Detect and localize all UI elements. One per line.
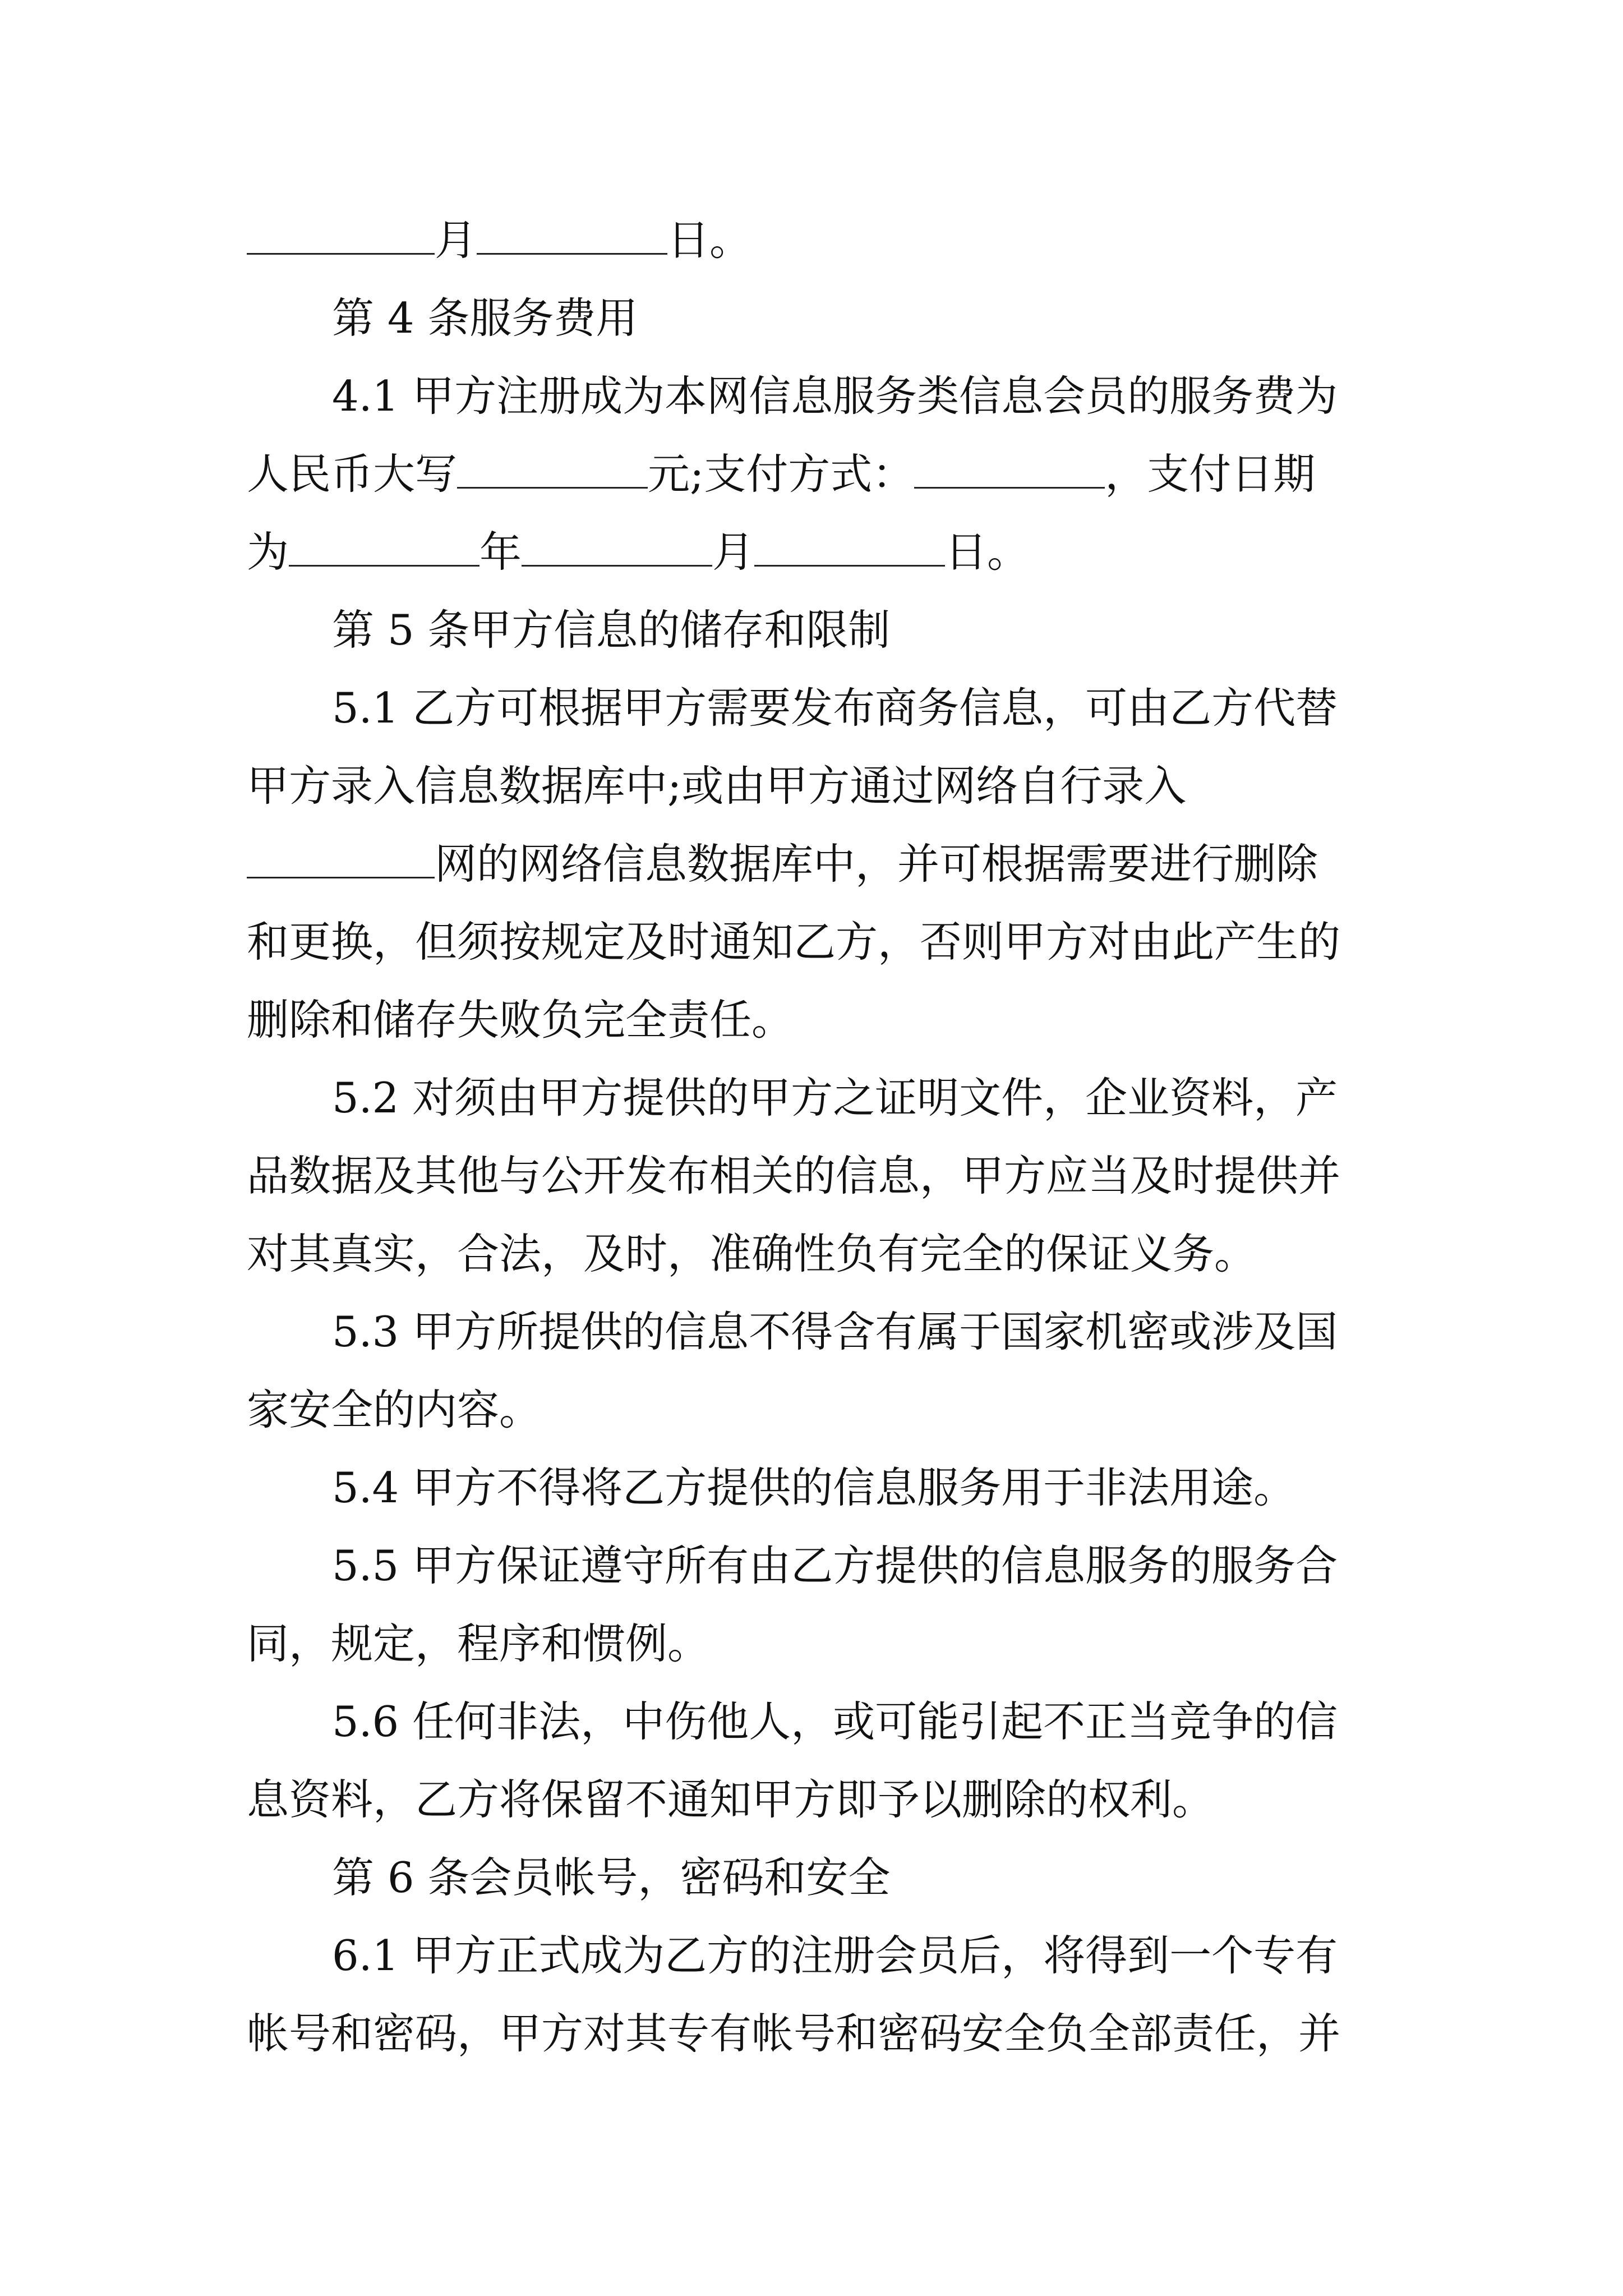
article-heading-text: 第 5 条甲方信息的储存和限制 xyxy=(332,605,891,655)
contract-text: 5.1 乙方可根据甲方需要发布商务信息，可由乙方代替 xyxy=(332,683,1338,733)
contract-line-11 xyxy=(247,986,1380,1053)
fill-blank xyxy=(522,532,712,567)
contract-text: 6.1 甲方正式成为乙方的注册会员后，将得到一个专有 xyxy=(332,1931,1338,1980)
contract-text: 品数据及其他与公开发布相关的信息，甲方应当及时提供并 xyxy=(247,1151,1341,1200)
article-heading-text: 第 4 条服务费用 xyxy=(332,293,638,343)
contract-text: 月 xyxy=(435,215,477,265)
contract-text: 日。 xyxy=(667,215,752,265)
article-heading-text: 第 6 条会员帐号，密码和安全 xyxy=(332,1853,891,1902)
contract-text: 同，规定，程序和惯例。 xyxy=(247,1619,710,1668)
contract-line-18 xyxy=(332,1532,1380,1599)
contract-text: 元;支付方式： xyxy=(648,449,915,499)
contract-text: 和更换，但须按规定及时通知乙方，否则甲方对由此产生的 xyxy=(247,917,1341,967)
contract-line-12 xyxy=(332,1064,1380,1131)
contract-line-14 xyxy=(247,1220,1380,1287)
contract-text: ，支付日期 xyxy=(1105,449,1316,499)
contract-text: 日。 xyxy=(945,527,1030,577)
contract-text: 5.5 甲方保证遵守所有由乙方提供的信息服务的服务合 xyxy=(332,1541,1338,1590)
contract-line-15 xyxy=(332,1298,1380,1365)
contract-line-8 xyxy=(247,752,1380,820)
fill-blank xyxy=(477,220,667,255)
contract-text: 对其真实，合法，及时，准确性负有完全的保证义务。 xyxy=(247,1229,1257,1278)
contract-text: 息资料，乙方将保留不通知甲方即予以删除的权利。 xyxy=(247,1775,1215,1824)
contract-line-23 xyxy=(332,1922,1380,1989)
contract-text: 人民币大写 xyxy=(247,449,458,499)
article-5-heading xyxy=(332,596,1380,664)
contract-line-10 xyxy=(247,908,1380,976)
contract-text: 家安全的内容。 xyxy=(247,1385,542,1434)
contract-line-7 xyxy=(332,674,1380,742)
contract-line-9 xyxy=(247,830,1380,898)
fill-blank xyxy=(289,532,479,567)
contract-text: 网的网络信息数据库中，并可根据需要进行删除 xyxy=(435,839,1318,889)
contract-text: 删除和储存失败负完全责任。 xyxy=(247,995,794,1045)
contract-line-16 xyxy=(247,1376,1380,1443)
contract-text: 5.4 甲方不得将乙方提供的信息服务用于非法用途。 xyxy=(332,1463,1296,1512)
contract-line-20 xyxy=(332,1688,1380,1755)
contract-text: 甲方录入信息数据库中;或由甲方通过网络自行录入 xyxy=(247,761,1187,811)
fill-blank xyxy=(247,220,435,255)
contract-line-5 xyxy=(247,518,1380,586)
fill-blank xyxy=(457,454,648,489)
contract-line-13 xyxy=(247,1142,1380,1209)
contract-text: 帐号和密码，甲方对其专有帐号和密码安全负全部责任，并 xyxy=(247,2009,1341,2058)
contract-line-21 xyxy=(247,1766,1380,1833)
article-6-heading xyxy=(332,1844,1380,1911)
contract-line-19 xyxy=(247,1610,1380,1677)
contract-line-17 xyxy=(332,1454,1380,1521)
contract-text: 5.2 对须由甲方提供的甲方之证明文件，企业资料，产 xyxy=(332,1073,1338,1122)
contract-text: 为 xyxy=(247,527,289,577)
contract-line-24 xyxy=(247,2000,1380,2067)
contract-text: 5.6 任何非法，中伤他人，或可能引起不正当竞争的信 xyxy=(332,1697,1338,1746)
contract-text: 年 xyxy=(479,527,522,577)
fill-blank xyxy=(754,532,945,567)
contract-text: 5.3 甲方所提供的信息不得含有属于国家机密或涉及国 xyxy=(332,1307,1338,1356)
contract-text: 4.1 甲方注册成为本网信息服务类信息会员的服务费为 xyxy=(332,371,1338,421)
contract-text: 月 xyxy=(712,527,755,577)
fill-blank xyxy=(914,454,1105,489)
fill-blank xyxy=(247,844,435,878)
contract-line-3 xyxy=(332,362,1380,430)
contract-line-1 xyxy=(247,206,1380,274)
contract-line-4 xyxy=(247,440,1380,508)
article-4-heading xyxy=(332,284,1380,352)
